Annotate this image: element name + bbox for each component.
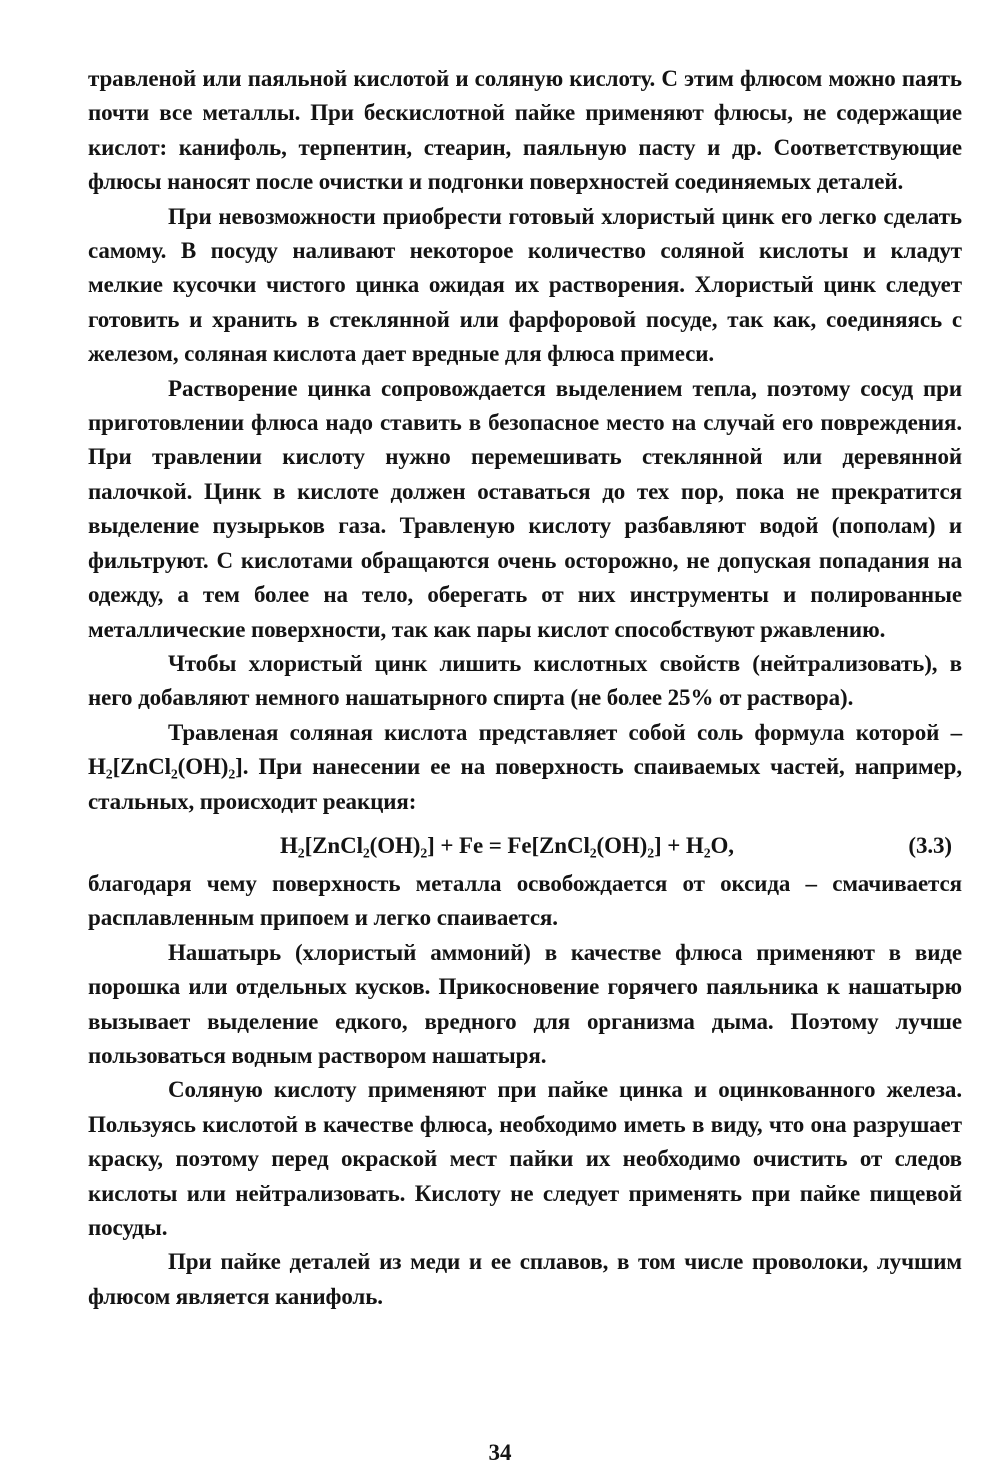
equation-formula: H₂[ZnCl₂(OH)₂] + Fe = Fe[ZnCl₂(OH)₂] + H₂O, (280, 832, 734, 858)
paragraph-4: Чтобы хлористый цинк лишить кислотных свойств (нейтрализовать), в него добавляют немного нашатырного спирта (не более 25% от раствора). (88, 650, 962, 711)
equation-row (88, 825, 962, 867)
paragraph-8: Соляную кислоту применяют при пайке цинка и оцинкованного железа. Пользуясь кислотой в качестве флюса, необходимо иметь в виду, что она разрушает краску, поэтому перед окраской мест пайки их необходимо очистить от следов кислоты или нейтрализовать. Кислоту не следует применять при пайке пищевой посуды. (88, 1077, 962, 1240)
equation-number: (3.3) (908, 832, 952, 858)
paragraph-9: При пайке деталей из меди и ее сплавов, в том числе проволоки, лучшим флюсом является канифоль. (88, 1249, 962, 1309)
paragraph-5: Травленая соляная кислота представляет собой соль формула которой – H₂[ZnCl₂(OH)₂]. При нанесении ее на поверхность спаиваемых частей, например, стальных, происходит реакция: (88, 719, 962, 814)
paragraph-1: травленой или паяльной кислотой и соляную кислоту. С этим флюсом можно паять почти все металлы. При бескислотной пайке применяют флюсы, не содержащие кислот: канифоль, терпентин, стеарин, паяльную пасту и др. Соответствующие флюсы наносят после очистки и подгонки поверхностей соединяемых деталей. (88, 66, 962, 195)
paragraph-6: благодаря чему поверхность металла освобождается от оксида – смачивается расплавленным припоем и легко спаивается. (88, 870, 962, 931)
paragraph-3: Растворение цинка сопровождается выделением тепла, поэтому сосуд при приготовлении флюса надо ставить в безопасное место на случай его повреждения. При травлении кислоту нужно перемешивать стеклянной или деревянной палочкой. Цинк в кислоте должен оставаться до тех пор, пока не прекратится выделение пузырьков газа. Травленую кислоту разбавляют водой (пополам) и фильтруют. С кислотами обращаются очень осторожно, не допуская попадания на одежду, а тем более на тело, оберегать от них инструменты и полированные металлические поверхности, так как пары кислот способствуют ржавлению. (88, 375, 962, 642)
page-body (88, 62, 962, 1314)
page-number: 34 (488, 1440, 512, 1465)
paragraph-2: При невозможности приобрести готовый хлористый цинк его легко сделать самому. В посуду наливают некоторое количество соляной кислоты и кладут мелкие кусочки чистого цинка ожидая их растворения. Хлористый цинк следует готовить и хранить в стеклянной или фарфоровой посуде, так как, соединяясь с железом, соляная кислота дает вредные для флюса примеси. (88, 203, 962, 367)
paragraph-7: Нашатырь (хлористый аммоний) в качестве флюса применяют в виде порошка или отдельных кусков. Прикосновение горячего паяльника к нашатырю вызывает выделение едкого, вредного для организма дыма. Поэтому лучше пользоваться водным раствором нашатыря. (88, 939, 962, 1068)
